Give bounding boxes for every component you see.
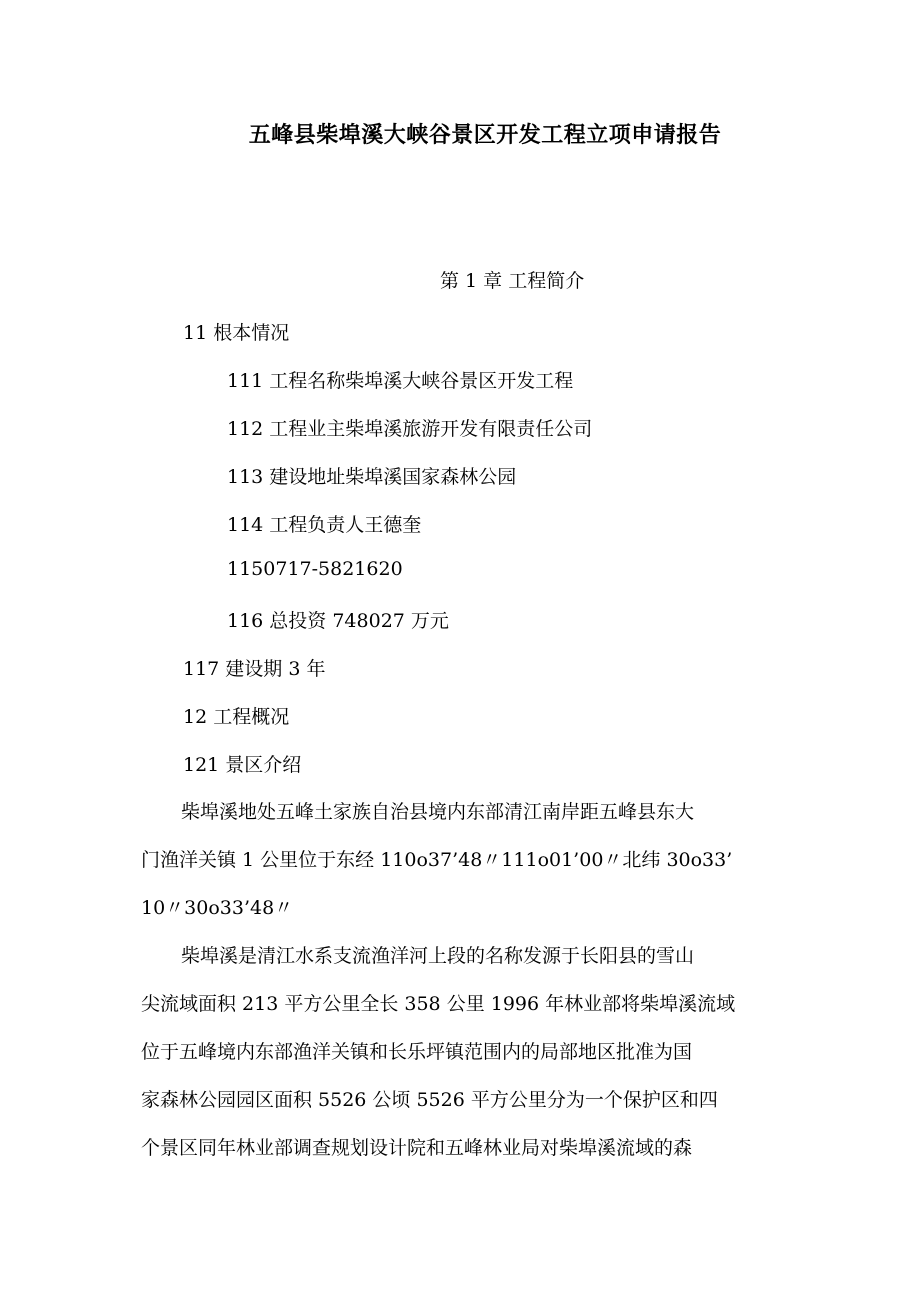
paragraph-line: 柴埠溪是清江水系支流渔洋河上段的名称发源于长阳县的雪山 <box>181 945 695 967</box>
section-heading: 12 工程概况 <box>183 706 290 728</box>
section-item: 117 建设期 3 年 <box>183 658 326 680</box>
paragraph-line: 家森林公园园区面积 5526 公顷 5526 平方公里分为一个保护区和四 <box>141 1089 718 1111</box>
paragraph-line: 门渔洋关镇 1 公里位于东经 110o37’48〃111o01’00〃北纬 30o33’ <box>141 849 733 871</box>
section-heading: 121 景区介绍 <box>183 754 302 776</box>
document-title: 五峰县柴埠溪大峡谷景区开发工程立项申请报告 <box>248 122 722 148</box>
section-item: 113 建设地址柴埠溪国家森林公园 <box>227 466 517 488</box>
paragraph-line: 位于五峰境内东部渔洋关镇和长乐坪镇范围内的局部地区批准为国 <box>141 1041 693 1063</box>
section-item: 1150717-5821620 <box>227 558 403 580</box>
chapter-heading: 第 1 章 工程简介 <box>440 270 585 292</box>
section-item: 112 工程业主柴埠溪旅游开发有限责任公司 <box>227 418 593 440</box>
section-item: 111 工程名称柴埠溪大峡谷景区开发工程 <box>227 370 574 392</box>
paragraph-line: 个景区同年林业部调查规划设计院和五峰林业局对柴埠溪流域的森 <box>141 1137 693 1159</box>
paragraph-line: 尖流域面积 213 平方公里全长 358 公里 1996 年林业部将柴埠溪流域 <box>141 993 736 1015</box>
section-item: 114 工程负责人王德奎 <box>227 514 422 536</box>
body-paragraph <box>141 932 791 1172</box>
section-heading: 11 根本情况 <box>183 322 290 344</box>
body-paragraph <box>141 788 791 932</box>
paragraph-line: 柴埠溪地处五峰土家族自治县境内东部清江南岸距五峰县东大 <box>181 801 695 823</box>
paragraph-line: 10〃30o33’48〃 <box>141 897 294 919</box>
section-item: 116 总投资 748027 万元 <box>227 610 449 632</box>
